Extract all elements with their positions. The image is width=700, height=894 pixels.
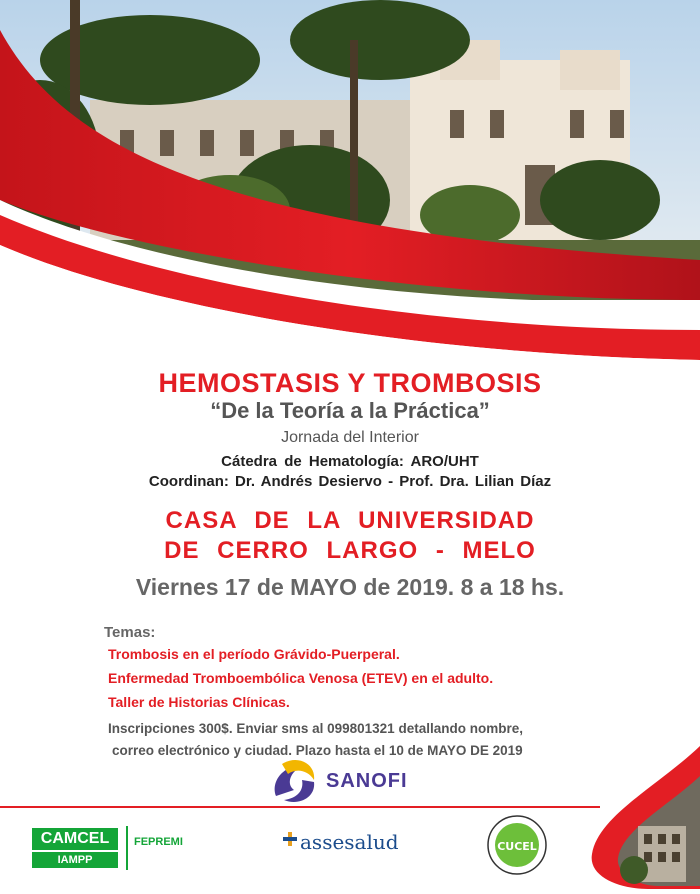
asse-logo [282,830,422,870]
catedra: Cátedra de Hematología: ARO/UHT [221,453,479,470]
topic-item: Enfermedad Tromboembólica Venosa (ETEV) en el adulto. [108,670,494,686]
asse-name: assesalud [300,830,399,854]
coordinators: Coordinan: Dr. Andrés Desiervo - Prof. Dra. Lilian Díaz [148,473,552,490]
sanofi-logo [268,756,408,804]
footer-divider [0,806,600,808]
hero-photo [0,0,700,360]
topic-item: Taller de Historias Clínicas. [108,694,290,710]
topics-label: Temas: [104,624,156,641]
registration-line-1: Inscripciones 300$. Enviar sms al 099801321 detallando nombre, [108,721,523,736]
sanofi-name: SANOFI [326,770,408,792]
topic-item: Trombosis en el período Grávido-Puerperal. [108,646,400,662]
registration-line-2: correo electrónico y ciudad. Plazo hasta el 10 de MAYO DE 2019 [112,743,523,758]
sanofi-swirl-icon [268,756,320,804]
cucel-name: CUCEL [497,840,537,853]
event-date: Viernes 17 de MAYO de 2019. 8 a 18 hs. [135,574,565,600]
event-subtitle: “De la Teoría a la Práctica” [210,398,490,423]
venue-line-1: CASA DE LA UNIVERSIDAD [165,507,535,534]
logo-divider [126,826,128,870]
event-title: HEMOSTASIS Y TROMBOSIS [158,368,542,398]
cucel-logo [486,814,548,876]
camcel-name: CAMCEL [32,828,118,850]
camcel-logo [32,828,118,868]
camcel-sub: IAMPP [32,850,118,868]
blood-drop-image [578,746,700,889]
topics-section [104,624,624,762]
event-info [0,368,700,602]
event-type: Jornada del Interior [281,429,419,446]
asse-cross-icon [282,830,298,854]
venue-line-2: DE CERRO LARGO - MELO [164,537,536,564]
fepremi-logo: FEPREMI [134,836,183,848]
